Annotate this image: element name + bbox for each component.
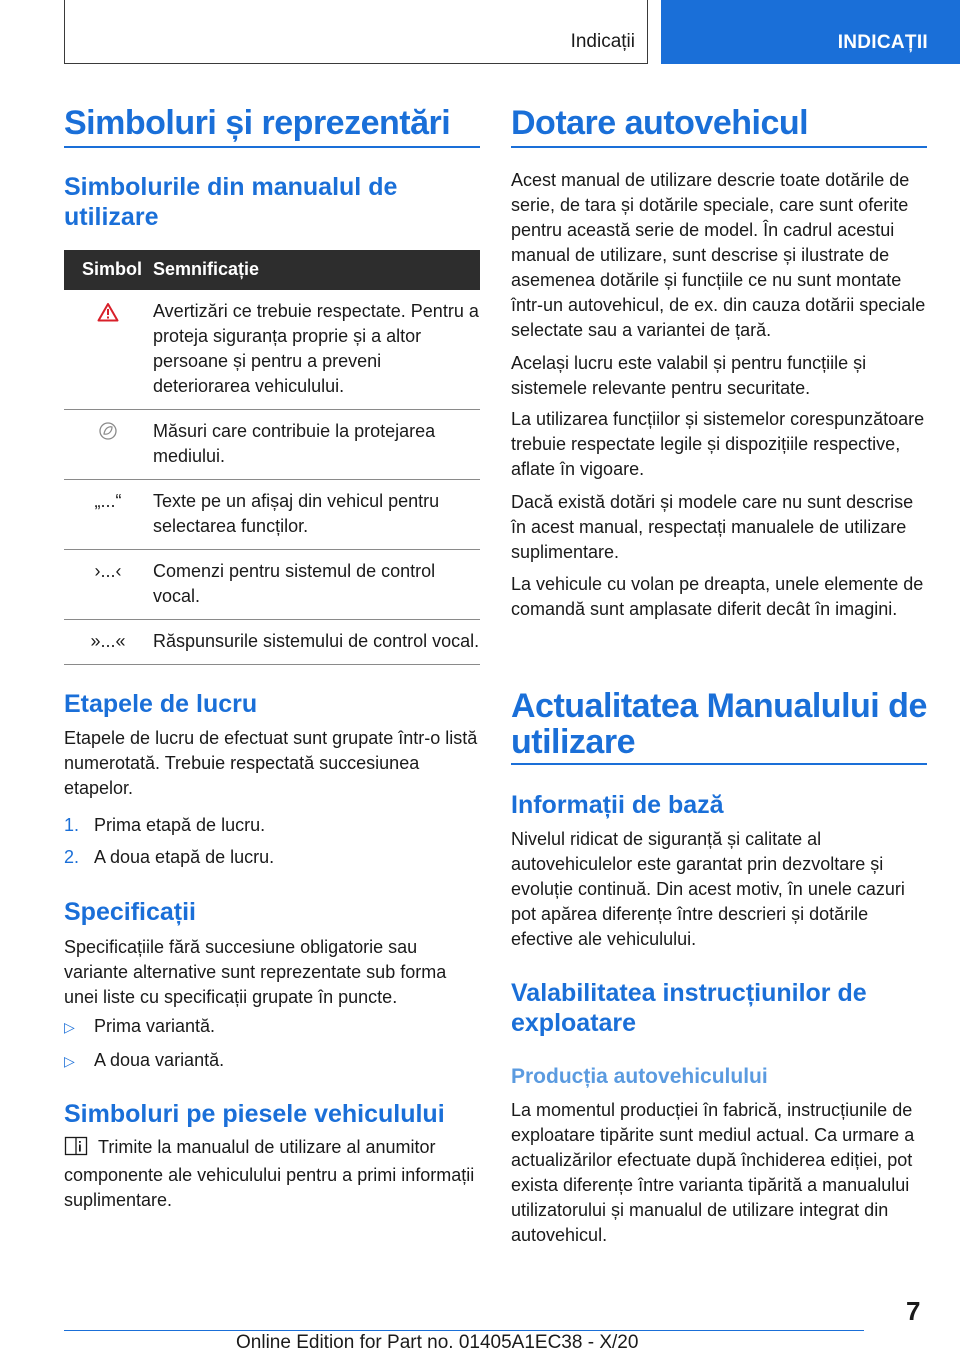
steps-heading: Etapele de lucru [64,690,258,718]
table-row [64,480,480,550]
table-row [64,410,480,480]
actuality-title: Actualitatea Manualului de utilizare [511,687,927,761]
footer-edition-text: Online Edition for Part no. 01405A1EC38 - X/20 [236,1332,639,1353]
column-header-meaning: Semnificație [153,259,260,279]
page-title: Simboluri și reprezentări [64,104,451,142]
list-item-text: A doua etapă de lucru. [94,847,275,867]
table-cell-meaning: Măsuri care contribuie la protejarea mediului. [153,421,436,466]
table-row [64,550,480,620]
header-chapter-label: INDICAȚII [837,32,928,53]
list-item-text: Prima variantă. [94,1016,216,1036]
table-cell-meaning: Avertizări ce trebuie respectate. Pentru a proteja siguranța proprie și a altor persoane și pentru a preveni deteriorarea vehiculului. [153,301,479,396]
specs-text: Specificațiile fără succesiune obligatorie sau variante alternative sunt reprezentate sub forma unei liste cu specificații grupate în puncte. [64,937,447,1007]
bullet-triangle-icon: ▷ [64,1019,75,1035]
equipment-paragraph: Același lucru este valabil și pentru funcțiile și sistemele relevante pentru securitate. [511,353,867,398]
equipment-rule [511,146,927,148]
specs-list [64,1016,480,1084]
footer-rule [64,1330,864,1331]
table-cell-symbol: ›...‹ [94,561,122,581]
table-cell-meaning: Texte pe un afișaj din vehicul pentru selectarea funcților. [153,491,440,536]
manual-book-icon [64,1136,98,1163]
list-item-text: A doua variantă. [94,1050,225,1070]
header-chapter-tab [661,0,960,64]
basics-text: Nivelul ridicat de siguranță și calitate al autovehiculelor este garantat prin dezvoltare și evoluție continuă. Din acest motiv, în unele cazuri pot apărea diferențe între descrieri și dotările efective ale vehiculului. [511,829,905,949]
table-header [64,250,480,290]
validity-heading: Valabilitatea instrucțiunilor de exploatare [511,979,867,1037]
header-section-label: Indicații [570,31,635,52]
steps-list [64,815,480,879]
page-number: 7 [906,1296,921,1326]
equipment-paragraph: La vehicule cu volan pe dreapta, unele elemente de comandă sunt amplasate diferit decât în imagini. [511,574,924,619]
vehicle-symbols-text: Trimite la manualul de utilizare al anumitor componente ale vehiculului pentru a primi informații suplimentare. [64,1137,475,1210]
table-row [64,290,480,410]
vehicle-symbols-paragraph [64,1135,480,1213]
warning-triangle-icon [64,302,152,327]
list-item-number: 1. [64,815,80,835]
title-rule [64,146,480,148]
column-header-symbol: Simbol [81,259,142,279]
production-text: La momentul producției în fabrică, instrucțiunile de exploatare tipărite sunt mediul actual. Ca urmare a actualizărilor efectuate după închiderea ediției, pot exista diferențe între varianta tipărită a manualului utilizatorului și manualul de utilizare integrat din autovehicul. [511,1100,915,1245]
vehicle-symbols-heading: Simboluri pe piesele vehiculului [64,1100,445,1128]
symbols-table [64,250,480,665]
symbols-heading: Simbolurile din manualul de utilizare [64,173,398,231]
list-item [64,847,480,879]
production-heading: Producția autovehiculului [511,1065,768,1088]
table-cell-symbol: »...« [90,631,126,651]
list-item [64,1016,480,1050]
steps-text: Etapele de lucru de efectuat sunt grupate într-o listă numerotată. Trebuie respectată succesiunea etapelor. [64,728,478,798]
table-cell-symbol: „...“ [94,491,122,511]
equipment-title: Dotare autovehicul [511,104,809,142]
bullet-triangle-icon: ▷ [64,1053,75,1069]
header-section-tab [64,0,648,64]
actuality-rule [511,763,927,765]
basics-heading: Informații de bază [511,791,724,819]
list-item [64,815,480,847]
list-item-number: 2. [64,847,80,867]
table-row [64,620,480,665]
equipment-paragraph: La utilizarea funcțiilor și sistemelor corespunzătoare trebuie respectate legile și dispozițiile respective, aflate în vigoare. [511,409,925,479]
equipment-paragraph: Dacă există dotări și modele care nu sunt descrise în acest manual, respectați manualele de utilizare suplimentare. [511,492,914,562]
list-item-text: Prima etapă de lucru. [94,815,266,835]
list-item [64,1050,480,1084]
table-cell-meaning: Comenzi pentru sistemul de control vocal. [153,561,436,606]
table-cell-meaning: Răspunsurile sistemului de control vocal. [153,631,480,651]
equipment-paragraph: Acest manual de utilizare descrie toate dotările de serie, de tara și dotările speciale, care sunt oferite pentru această serie de model. În cadrul acestui manual de utilizare, sunt descrise și ilustrate de asemenea dotările și funcțiile ce nu sunt montate într-un autovehicul, de ex. din cauza dotării speciale selectate sau a variantei de țară. [511,170,926,340]
specs-heading: Specificații [64,898,196,926]
environment-leaf-icon [64,420,152,447]
